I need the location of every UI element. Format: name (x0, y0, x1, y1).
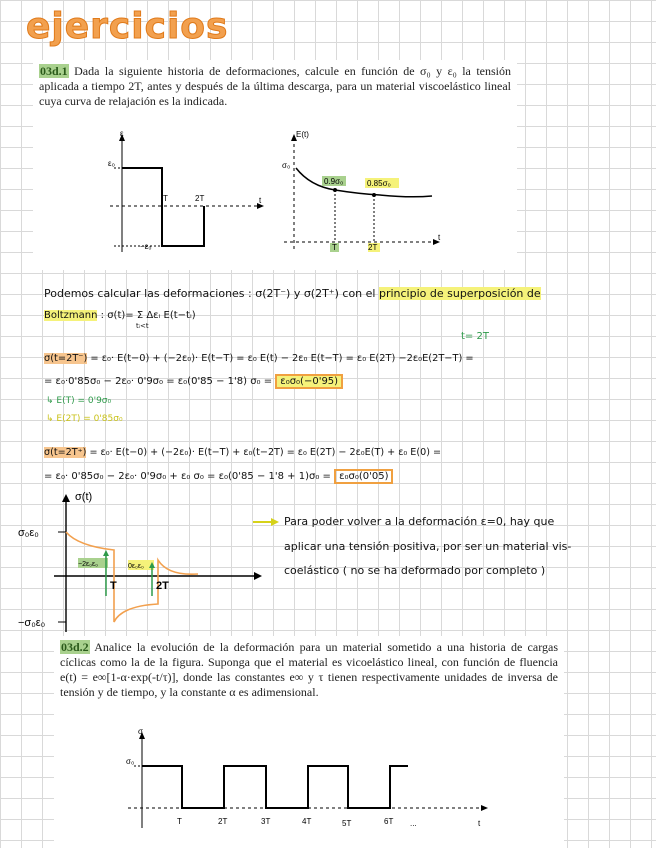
exercise-1-tag: 03d.1 (40, 64, 68, 78)
stress-mark-2: 0ε₀ε₀ (128, 563, 144, 570)
stress-pos-label: σ₀ε₀ (18, 527, 39, 539)
exercise-1-statement (33, 60, 517, 109)
comment-line-3: coelástico ( no se ha deformado por completo ) (284, 564, 546, 577)
stress-T-label: T (110, 580, 117, 592)
result-after-unload: ε₀σ₀(0'05) (334, 469, 393, 484)
cyclic-tick-4T: 4T (302, 817, 312, 826)
cyclic-tick-2T: 2T (218, 817, 228, 826)
exercise-2-statement (54, 636, 564, 700)
strain-t-label: t (259, 196, 262, 205)
result-before-unload: ε₀σ₀(−0'95) (275, 374, 343, 389)
exercise-1-text: Dada la siguiente historia de deformaciones, calcule en función de σ₀ y ε₀ la tensión aplicada a tiempo 2T, antes y después de la última descarga, para un material viscoelástico lineal cuya curva de relajación es la indicada. (39, 64, 511, 108)
cyclic-tick-ellipsis: ... (410, 819, 417, 828)
stress-neg-label: −σ₀ε₀ (18, 617, 46, 629)
sum-subscript: tᵢ<t (136, 322, 149, 330)
boltzmann-formula: : σ(t)= Σ Δεᵢ E(t−tᵢ) (97, 310, 196, 321)
relaxation-curve-figure (280, 128, 450, 258)
cyclic-tick-6T: 6T (384, 817, 394, 826)
cyclic-tick-5T: 5T (342, 819, 352, 828)
comment-line-2: aplicar una tensión positiva, por ser un material vis- (284, 540, 572, 553)
strain-history-figure (100, 128, 270, 258)
notes-intro: Podemos calcular las deformaciones : σ(2T⁻) y σ(2T⁺) con el (44, 287, 379, 300)
exercise-2-tag: 03d.2 (61, 640, 89, 654)
notes-line-1 (44, 287, 541, 300)
equation-2 (44, 376, 343, 387)
t-equals-2T-note: t= 2T (461, 331, 489, 342)
stress-y-label: σ(t) (75, 491, 93, 503)
relax-T-label: T (332, 243, 337, 252)
strain-e0-label: ε₀ (108, 159, 115, 168)
cyclic-load-line (142, 766, 408, 808)
relaxation-curve (296, 168, 432, 197)
stress-2T-label: 2T (156, 580, 169, 592)
equation-3 (44, 447, 441, 458)
sigma-2T-plus: σ(t=2T⁺) (44, 447, 87, 458)
comment-arrow-icon (253, 517, 279, 527)
strain-2T-label: 2T (195, 194, 205, 203)
boltzmann-label: Boltzmann (44, 310, 98, 321)
principle-name: principio de superposición de (378, 287, 541, 300)
equation-3-rest: = ε₀· E(t−0) + (−2ε₀)· E(t−T) + ε₀(t−2T) = ε₀ E(2T) − 2ε₀E(T) + ε₀ E(0) = (86, 447, 442, 458)
sigma-2T-minus: σ(t=2T⁻) (44, 353, 88, 364)
equation-1 (44, 353, 474, 364)
relax-s0-label: σ₀ (282, 161, 291, 170)
cyclic-t-label: t (478, 819, 481, 828)
page-title: ejercicios (26, 6, 229, 47)
relax-value-1: 0.9σ₀ (324, 177, 344, 186)
stress-mark-1: −2ε₀ε₀ (78, 561, 99, 568)
equation-4-text: = ε₀· 0'85σ₀ − 2ε₀· 0'9σ₀ + ε₀ σ₀ = ε₀(0'85 − 1'8 + 1)σ₀ = (44, 471, 331, 482)
stress-response-curve (66, 532, 198, 622)
relax-value-2: 0.85σ₀ (367, 179, 391, 188)
cyclic-load-figure (120, 724, 496, 834)
cyclic-tick-T: T (177, 817, 182, 826)
strain-y-label: ε (120, 129, 124, 138)
relax-t-label: t (438, 233, 441, 242)
exercise-2-text: Analice la evolución de la deformación para un material sometido a una historia de cargas cíclicas como la de la figura. Suponga que el material es vicoelástico lineal, con función de fluencia e(t) = e∞[1-α·exp(-t/τ)], donde las constantes e∞ y τ tienen respectivamente unidades de inversa de tensión y de tiempo, y la constante α es adimensional. (60, 640, 558, 699)
strain-T-label: T (163, 194, 168, 203)
relax-2T-label: 2T (368, 243, 378, 252)
equation-1-rest: = ε₀· E(t−0) + (−2ε₀)· E(t−T) = ε₀ E(t) − 2ε₀ E(t−T) = ε₀ E(2T) −2ε₀E(2T−T) = (87, 353, 474, 364)
strain-history-line (122, 168, 204, 246)
equation-4 (44, 471, 393, 482)
notes-line-2 (44, 310, 196, 321)
cyclic-s0-label: σ₀ (126, 757, 135, 766)
cyclic-tick-3T: 3T (261, 817, 271, 826)
strain-neg-e0-label: −ε₀ (140, 242, 152, 251)
stress-response-sketch (18, 486, 268, 636)
note-E-2T: ↳ E(2T) = 0'85σ₀ (46, 414, 123, 424)
equation-2-text: = ε₀·0'85σ₀ − 2ε₀· 0'9σ₀ = ε₀(0'85 − 1'8) σ₀ = (44, 376, 273, 387)
comment-line-1: Para poder volver a la deformación ε=0, hay que (284, 515, 555, 528)
note-E-T: ↳ E(T) = 0'9σ₀ (46, 396, 112, 406)
cyclic-y-label: σ (138, 727, 143, 736)
relax-y-label: E(t) (296, 130, 309, 139)
